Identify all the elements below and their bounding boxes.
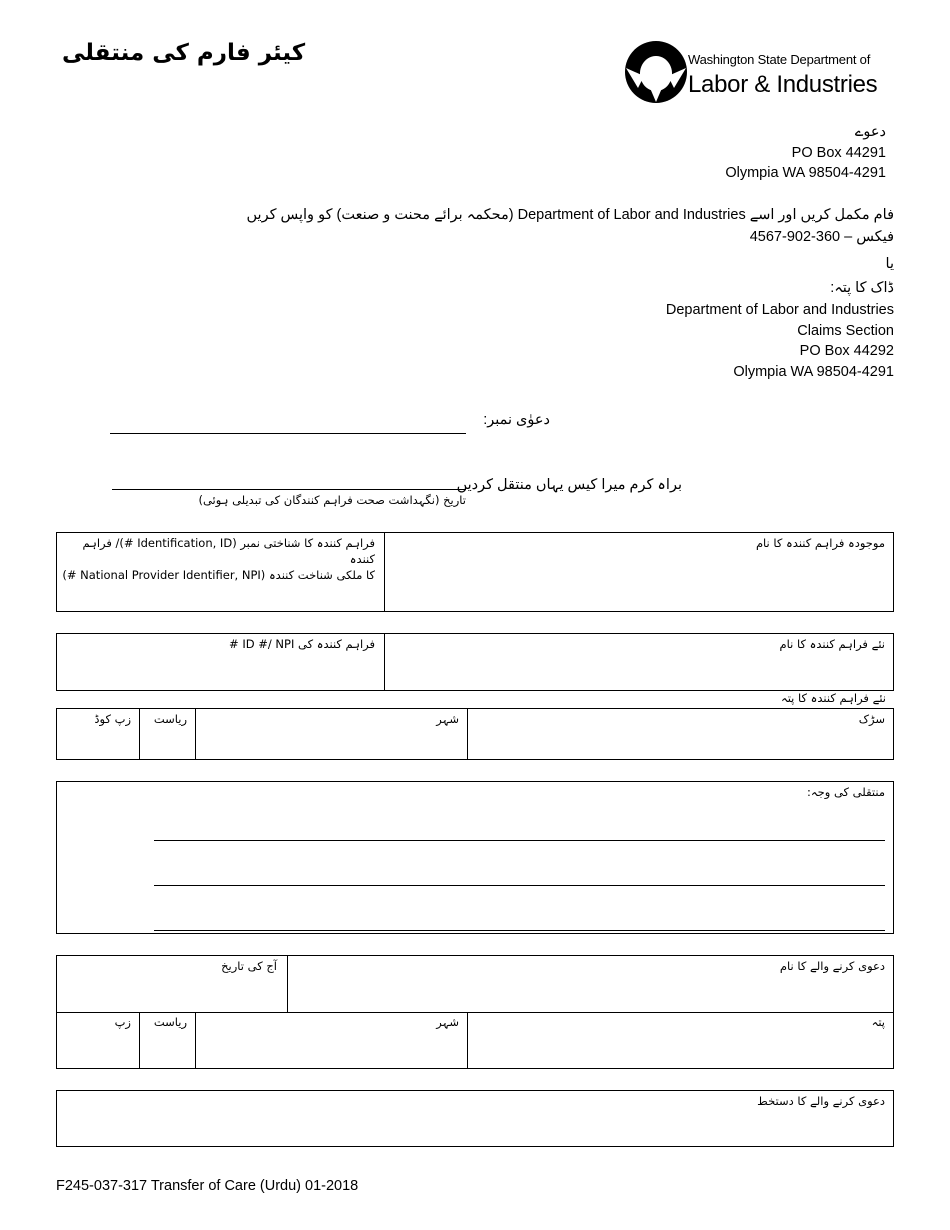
- page-title: کیئر فارم کی منتقلی: [62, 40, 306, 66]
- claimant-city-field[interactable]: [196, 1032, 466, 1068]
- city-field[interactable]: [196, 729, 466, 759]
- form-number: F245-037-317 Transfer of Care (Urdu) 01-2018: [56, 1178, 359, 1194]
- claimant-city-label: شہر: [436, 1015, 459, 1029]
- claimant-address-field[interactable]: [468, 1032, 893, 1068]
- signature-box: [56, 1090, 894, 1147]
- claim-number-field[interactable]: [110, 433, 466, 434]
- claims-pobox: PO Box 44291: [791, 144, 886, 161]
- claimant-name-field[interactable]: [288, 976, 893, 1012]
- claimant-box: [56, 955, 894, 1069]
- claim-number-label: دعوٰی نمبر:: [483, 412, 550, 428]
- street-field[interactable]: [468, 729, 893, 759]
- mail-line-2: Claims Section: [797, 322, 894, 339]
- mail-address: [666, 300, 894, 382]
- reason-line-2[interactable]: [154, 885, 885, 886]
- current-provider-name-field[interactable]: [385, 553, 893, 611]
- lni-logo-icon: [624, 40, 688, 104]
- reason-line-3[interactable]: [154, 930, 885, 931]
- claimant-zip-field[interactable]: [57, 1032, 138, 1068]
- today-date-label: آج کی تاریخ: [221, 959, 277, 973]
- divider: [57, 1012, 893, 1013]
- mail-line-1: Department of Labor and Industries: [665, 302, 894, 318]
- zip-label: زپ کوڈ: [94, 712, 131, 726]
- reason-box: [56, 781, 894, 934]
- current-provider-id-label-line2: کا ملکی شناخت کنندہ (National Provider Identifier, NPI #): [62, 568, 375, 582]
- state-field[interactable]: [140, 729, 194, 759]
- current-provider-id-field[interactable]: [57, 569, 383, 611]
- claims-address: [725, 122, 886, 184]
- current-provider-id-label-line1: فراہم کنندہ کا شناختی نمبر (Identification, ID #)/ فراہم کنندہ: [82, 536, 375, 566]
- current-provider-name-label: موجودہ فراہم کنندہ کا نام: [755, 536, 885, 550]
- claimant-zip-label: زپ: [114, 1015, 131, 1029]
- return-instructions: فام مکمل کریں اور اسے Department of Labor and Industries (محکمہ برائے محنت و صنعت) کو واپس کریں: [246, 207, 894, 223]
- claimant-address-label: پتہ: [871, 1015, 885, 1029]
- mail-line-4: Olympia WA 98504-4291: [733, 363, 894, 380]
- mail-line-3: PO Box 44292: [799, 343, 894, 359]
- claimant-state-field[interactable]: [140, 1032, 194, 1068]
- street-label: سڑک: [858, 712, 885, 726]
- today-date-field[interactable]: [57, 976, 286, 1012]
- or-text: یا: [885, 256, 894, 272]
- logo-text-small: Washington State Department of: [688, 52, 871, 67]
- new-provider-id-field[interactable]: [57, 654, 383, 690]
- transfer-date-field[interactable]: [112, 489, 466, 490]
- logo-text-big: Labor & Industries: [688, 71, 878, 98]
- fax-number: فیکس – 360-902-4567: [749, 229, 894, 245]
- city-label: شہر: [436, 712, 459, 726]
- current-provider-box: [56, 532, 894, 612]
- reason-label: منتقلی کی وجہ:: [807, 785, 885, 799]
- reason-line-1[interactable]: [154, 840, 885, 841]
- new-provider-address-label: نئے فراہم کنندہ کا پتہ: [780, 691, 886, 705]
- new-provider-box: [56, 633, 894, 691]
- new-provider-address-box: [56, 708, 894, 760]
- transfer-label: براہ کرم میرا کیس یہاں منتقل کردیں: [456, 477, 682, 493]
- state-label: ریاست: [153, 712, 187, 726]
- zip-field[interactable]: [57, 729, 138, 759]
- transfer-date-caption: تاریخ (نگہداشت صحت فراہم کنندگان کی تبدیلی ہوئی): [198, 493, 466, 507]
- claimant-state-label: ریاست: [153, 1015, 187, 1029]
- mail-label: ڈاک کا پتہ:: [830, 280, 894, 296]
- new-provider-name-label: نئے فراہم کنندہ کا نام: [779, 637, 885, 651]
- new-provider-id-label: فراہم کنندہ کی ID #/ NPI #: [229, 637, 375, 651]
- new-provider-name-field[interactable]: [385, 654, 893, 690]
- claimant-name-label: دعوی کرنے والے کا نام: [779, 959, 885, 973]
- signature-label: دعوی کرنے والے کا دستخط: [757, 1094, 885, 1108]
- claims-city: Olympia WA 98504-4291: [725, 165, 886, 181]
- claims-label: دعوے: [854, 124, 886, 140]
- signature-field[interactable]: [57, 1111, 893, 1146]
